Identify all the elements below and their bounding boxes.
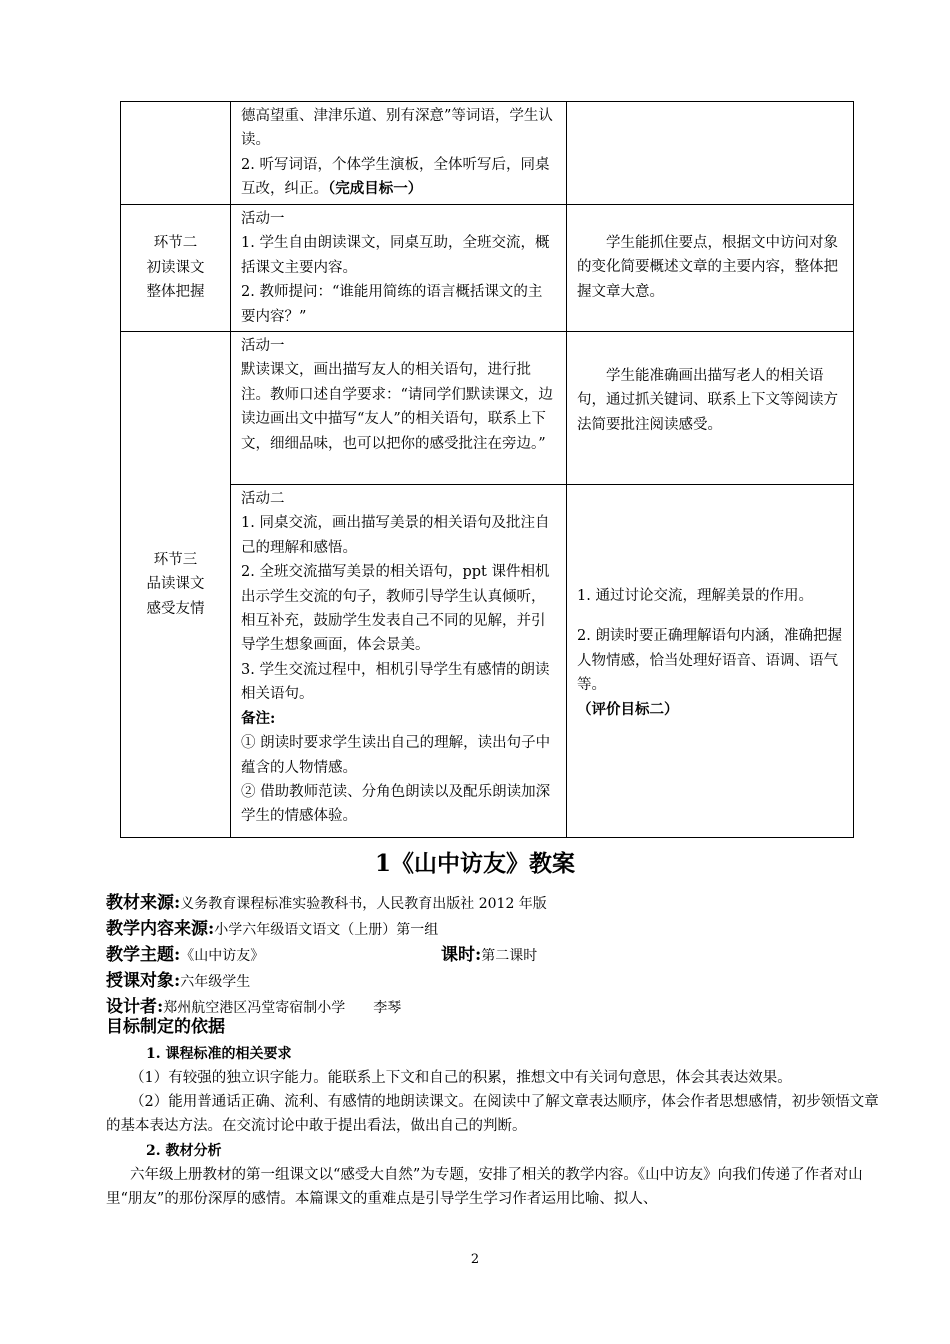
page-title: 1《山中访友》教案 xyxy=(374,850,575,877)
section-heading: 2. 教材分析 xyxy=(146,1143,222,1159)
meta-period: 课时:第二课时 xyxy=(441,945,538,965)
table-row xyxy=(121,485,854,838)
meta-content: 教学内容来源:小学六年级语文语文（上册）第一组 xyxy=(106,919,439,939)
table-row xyxy=(121,102,854,205)
stage-cell: 环节三 品读课文 感受友情 xyxy=(121,332,231,838)
content-cell: 德高望重、津津乐道、别有深意”等词语，学生认读。 2. 听写词语，个体学生演板，全体听写后，同桌互改，纠正。（完成目标一） xyxy=(231,102,567,205)
eval-cell: 学生能准确画出描写老人的相关语句，通过抓关键词、联系上下文等阅读方法简要批注阅读感受。 xyxy=(567,332,854,485)
content-cell: 活动一 默读课文，画出描写友人的相关语句，进行批注。教师口述自学要求：“请同学们默读课文，边读边画出文中描写“友人”的相关语句，联系上下文，细细品味，也可以把你的感受批注在旁边。” xyxy=(231,332,567,485)
requirement-2: （2）能用普通话正确、流利、有感情的地朗读课文。在阅读中了解文章表达顺序，体会作者思想感情，初步领悟文章的基本表达方法。在交流讨论中敢于提出看法，做出自己的判断。 xyxy=(106,1094,879,1134)
eval-cell xyxy=(567,102,854,205)
meta-source: 教材来源:义务教育课程标准实验教科书，人民教育出版社 2012 年版 xyxy=(106,893,547,913)
requirement-1: （1）有较强的独立识字能力。能联系上下文和自己的积累，推想文中有关词句意思，体会其表达效果。 xyxy=(130,1070,792,1086)
activity-title: 活动一 xyxy=(241,338,285,355)
eval-cell: 1. 通过讨论交流，理解美景的作用。 2. 朗读时要正确理解语句内涵，准确把握人物情感，恰当处理好语音、语调、语气等。 （评价目标二） xyxy=(567,485,854,838)
basis-heading: 目标制定的依据 xyxy=(106,1017,225,1037)
lesson-plan-table xyxy=(120,101,854,838)
meta-topic: 教学主题:《山中访友》 xyxy=(106,945,265,965)
table-row xyxy=(121,205,854,332)
table-row xyxy=(121,332,854,485)
note-label: 备注: xyxy=(241,709,276,727)
analysis-paragraph: 六年级上册教材的第一组课文以“感受大自然”为专题，安排了相关的教学内容。《山中访友》向我们传递了作者对山里“朋友”的那份深厚的感情。本篇课文的重难点是引导学生学习作者运用比喻、拟人、 xyxy=(106,1167,863,1207)
content-cell: 活动二 1. 同桌交流，画出描写美景的相关语句及批注自己的理解和感悟。 2. 全班交流描写美景的相关语句，ppt 课件相机出示学生交流的句子，教师引导学生认真倾听，相互补充，鼓励学生发表自己不同的见解，并引导学生想象画面，体会景美。 3. 学生交流过程中，相机引导学生有感情的朗读相关语句。 备注: ① 朗读时要求学生读出自己的理解，读出句子中蕴含的人物情感。 ② 借助教师范读、分角色朗读以及配乐朗读加深学生的情感体验。 xyxy=(231,485,567,838)
stage-cell xyxy=(121,102,231,205)
activity-title: 活动一 xyxy=(241,211,285,227)
content-cell: 活动一 1. 学生自由朗读课文，同桌互助，全班交流，概括课文主要内容。 2. 教师提问：“谁能用简练的语言概括课文的主要内容？” xyxy=(231,205,567,332)
meta-audience: 授课对象:六年级学生 xyxy=(106,971,251,991)
eval-cell: 学生能抓住要点，根据文中访问对象的变化简要概述文章的主要内容，整体把握文章大意。 xyxy=(567,205,854,332)
meta-designer: 设计者:郑州航空港区冯堂寄宿制小学 李琴 xyxy=(106,997,402,1017)
stage-cell: 环节二 初读课文 整体把握 xyxy=(121,205,231,332)
activity-title: 活动二 xyxy=(241,491,285,508)
section-heading: 1. 课程标准的相关要求 xyxy=(146,1046,292,1062)
page-number: 2 xyxy=(470,1252,480,1267)
